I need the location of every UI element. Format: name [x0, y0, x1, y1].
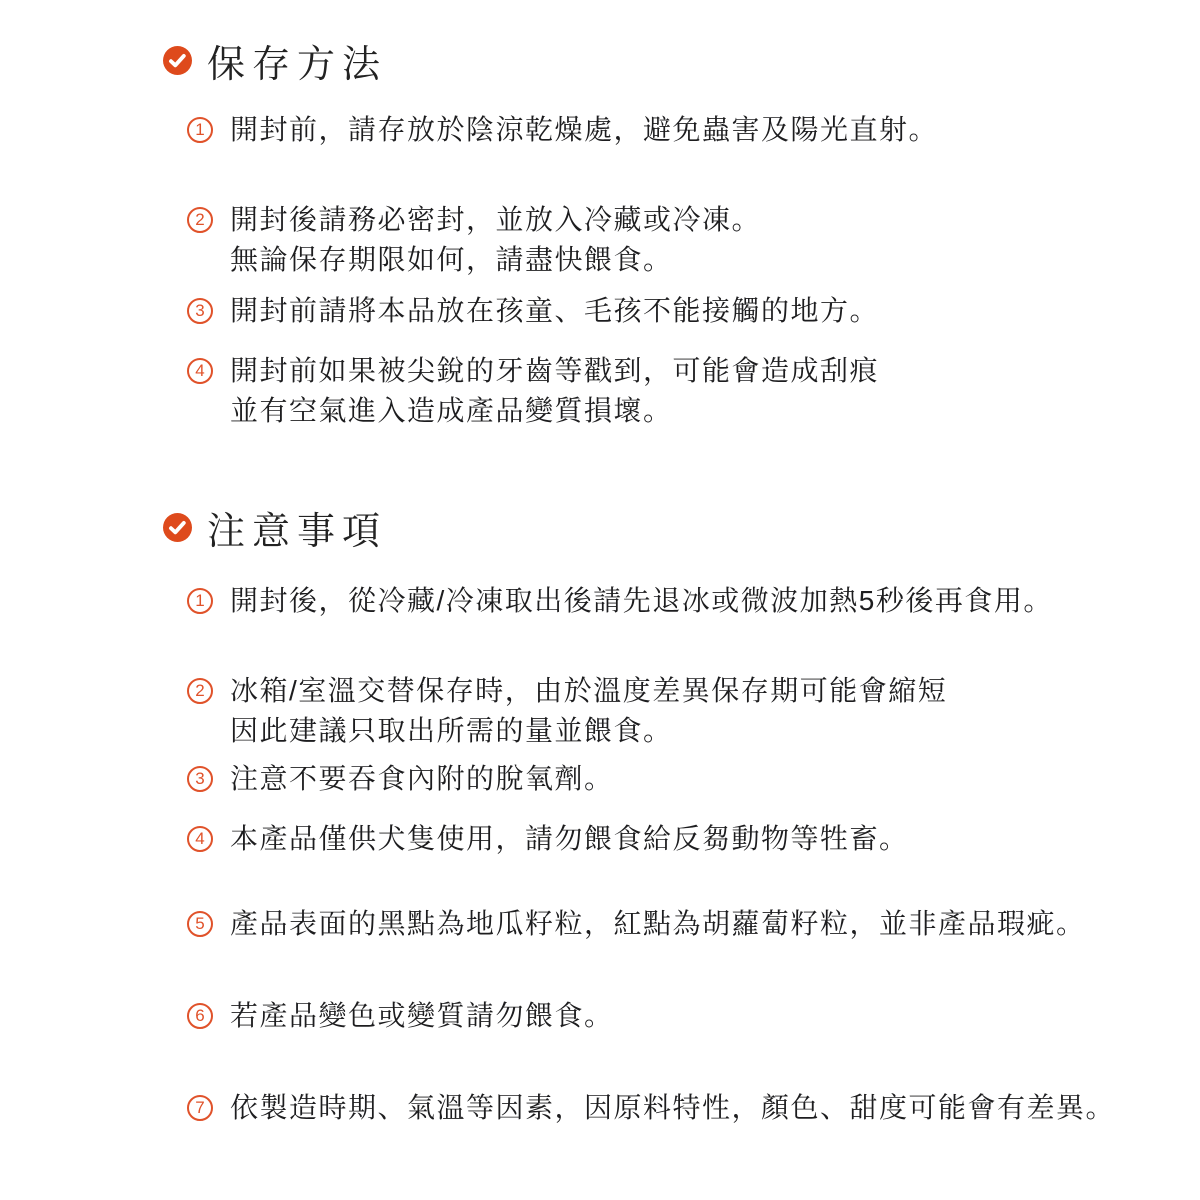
item-number-badge: 6 [187, 1003, 213, 1029]
list-item [187, 1088, 1115, 1128]
item-number-badge: 3 [187, 766, 213, 792]
list-item [187, 759, 614, 799]
item-number-badge: 1 [187, 117, 213, 143]
item-text-line: 產品表面的黑點為地瓜籽粒，紅點為胡蘿蔔籽粒，並非產品瑕疵。 [230, 908, 1086, 939]
item-text-line: 若產品變色或變質請勿餵食。 [230, 1000, 614, 1031]
list-item [187, 581, 1053, 621]
item-text-line: 開封前，請存放於陰涼乾燥處，避免蟲害及陽光直射。 [230, 114, 939, 145]
item-number-badge: 1 [187, 588, 213, 614]
list-item [187, 671, 947, 751]
item-number-badge: 4 [187, 826, 213, 852]
list-item [187, 819, 909, 859]
list-item [187, 996, 614, 1036]
list-item [187, 200, 761, 280]
item-text-line: 本產品僅供犬隻使用，請勿餵食給反芻動物等牲畜。 [230, 823, 909, 854]
item-text-line: 並有空氣進入造成產品變質損壞。 [230, 395, 673, 426]
item-text-line: 開封前如果被尖銳的牙齒等戳到，可能會造成刮痕 [230, 355, 880, 386]
check-circle-icon [163, 513, 192, 542]
list-item [187, 291, 879, 331]
item-text-line: 因此建議只取出所需的量並餵食。 [230, 715, 673, 746]
item-text-line: 注意不要吞食內附的脫氧劑。 [230, 763, 614, 794]
section-header-storage [163, 36, 387, 84]
item-number-badge: 7 [187, 1095, 213, 1121]
item-text-line: 開封後，從冷藏/冷凍取出後請先退冰或微波加熱5秒後再食用。 [230, 585, 1053, 616]
item-number-badge: 5 [187, 911, 213, 937]
list-item [187, 351, 879, 431]
item-text-line: 開封後請務必密封，並放入冷藏或冷凍。 [230, 204, 762, 235]
item-text-line: 開封前請將本品放在孩童、毛孩不能接觸的地方。 [230, 295, 880, 326]
list-item [187, 110, 938, 150]
item-number-badge: 2 [187, 678, 213, 704]
section-header-precautions [163, 503, 387, 551]
item-number-badge: 3 [187, 298, 213, 324]
item-number-badge: 4 [187, 358, 213, 384]
section-title: 注意事項 [207, 510, 388, 553]
item-text-line: 無論保存期限如何，請盡快餵食。 [230, 244, 673, 275]
list-item [187, 904, 1086, 944]
section-title: 保存方法 [207, 43, 388, 86]
item-number-badge: 2 [187, 207, 213, 233]
item-text-line: 冰箱/室溫交替保存時，由於溫度差異保存期可能會縮短 [230, 675, 948, 706]
item-text-line: 依製造時期、氣溫等因素，因原料特性，顏色、甜度可能會有差異。 [230, 1092, 1116, 1123]
check-circle-icon [163, 46, 192, 75]
